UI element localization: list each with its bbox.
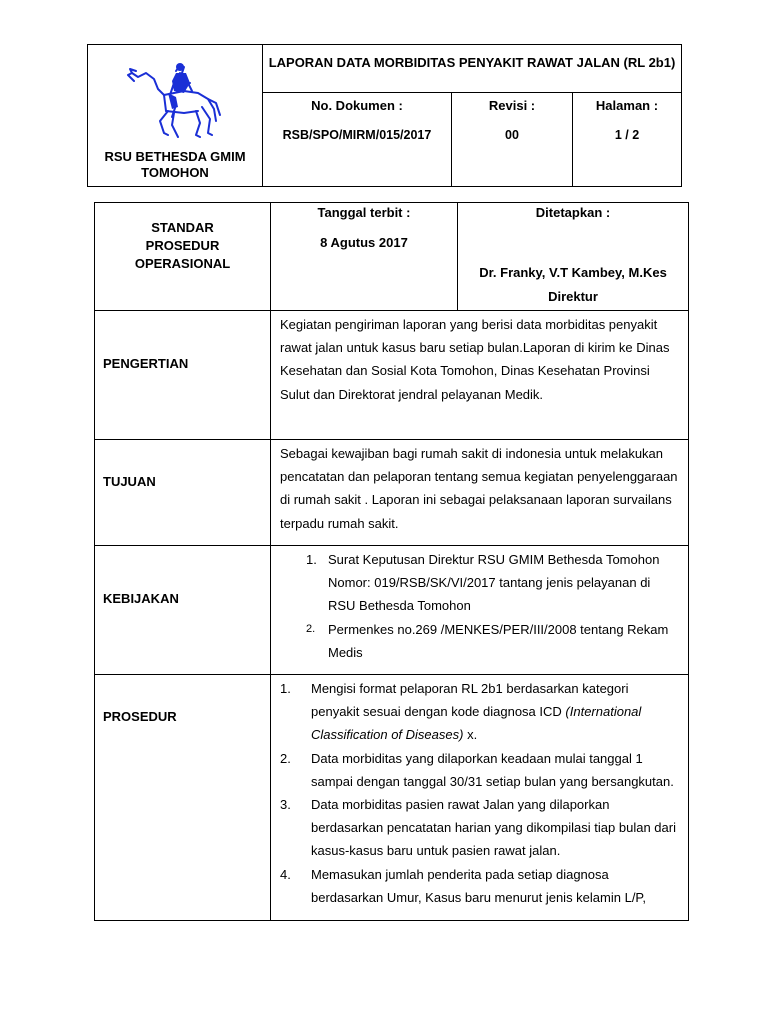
revision-label: Revisi : <box>488 98 536 113</box>
sop-label-cell <box>95 203 271 311</box>
doc-number-label: No. Dokumen : <box>311 98 403 113</box>
issue-date-cell <box>271 203 458 310</box>
list-number: 1. <box>306 552 317 567</box>
prosedur-list <box>280 677 680 909</box>
page-value: 1 / 2 <box>614 128 640 142</box>
document-title: LAPORAN DATA MORBIDITAS PENYAKIT RAWAT JALAN (RL 2b1) <box>263 45 682 93</box>
prosedur-label: PROSEDUR <box>103 709 177 724</box>
pengertian-text: Kegiatan pengiriman laporan yang berisi data morbiditas penyakit rawat jalan untuk kasus baru setiap bulan.Laporan di kirim ke Dinas Kesehatan dan Sosial Kota Tomohon, Dinas Kesehatan Provinsi Sulut dan Direktorat jendral pelayanan Medik. <box>271 311 689 440</box>
sop-label-line2: PROSEDUR <box>145 238 220 253</box>
logo-cell <box>88 45 263 187</box>
list-item <box>280 548 680 618</box>
tujuan-text: Sebagai kewajiban bagi rumah sakit di indonesia untuk melakukan pencatatan dan pelaporan tentang semua kegiatan penyelenggaraan di rumah sakit . Laporan ini sebagai pelaksanaan laporan survailans terpadu rumah sakit. <box>271 440 689 546</box>
issue-date-label: Tanggal terbit : <box>317 205 411 220</box>
list-text: Memasukan jumlah penderita pada setiap diagnosa berdasarkan Umur, Kasus baru menurut jenis kelamin L/P, <box>311 866 647 905</box>
kebijakan-list <box>280 548 680 664</box>
sop-table <box>94 202 689 921</box>
kebijakan-label: KEBIJAKAN <box>103 591 179 606</box>
sop-info-cell <box>271 203 689 311</box>
prosedur-content <box>271 675 689 921</box>
page-label: Halaman : <box>595 98 659 113</box>
approval-label: Ditetapkan : <box>535 205 611 220</box>
sop-label-line3: OPERASIONAL <box>134 256 231 271</box>
sop-label-line1: STANDAR <box>151 220 214 235</box>
hospital-name-line2: TOMOHON <box>141 165 209 180</box>
list-text: Mengisi format pelaporan RL 2b1 berdasarkan kategori penyakit sesuai dengan kode diagnosa ICD <box>311 681 629 720</box>
list-item <box>280 618 680 664</box>
revision-value: 00 <box>505 128 519 142</box>
list-item <box>280 677 680 747</box>
list-number: 2. <box>280 750 291 766</box>
tujuan-label: TUJUAN <box>103 474 156 489</box>
list-text-italic: (International Classification of Diseases) <box>311 704 642 743</box>
approval-title: Direktur <box>548 289 598 304</box>
list-text-suffix: x. <box>463 727 478 743</box>
list-text: Permenkes no.269 /MENKES/PER/III/2008 tentang Rekam Medis <box>328 621 669 660</box>
pengertian-label: PENGERTIAN <box>103 356 189 371</box>
list-text: Data morbiditas pasien rawat Jalan yang dilaporkan berdasarkan pencatatan harian yang dikompilasi tiap bulan dari kasus-kasus baru untuk pasien rawat jalan. <box>311 797 676 859</box>
tujuan-label-cell <box>95 440 271 546</box>
approval-name: Dr. Franky, V.T Kambey, M.Kes <box>479 265 667 280</box>
list-item <box>280 793 680 863</box>
list-text: Data morbiditas yang dilaporkan keadaan mulai tanggal 1 sampai dengan tanggal 30/31 setiap bulan yang bersangkutan. <box>311 750 674 789</box>
document-header <box>87 44 682 187</box>
horse-rider-logo-icon <box>124 61 224 141</box>
approval-cell <box>458 203 689 310</box>
list-item <box>280 747 680 793</box>
list-number: 4. <box>280 866 291 882</box>
list-number: 1. <box>280 681 291 696</box>
kebijakan-label-cell <box>95 546 271 675</box>
doc-number-value: RSB/SPO/MIRM/015/2017 <box>282 128 432 142</box>
pengertian-label-cell <box>95 311 271 440</box>
prosedur-label-cell <box>95 675 271 921</box>
doc-number-cell <box>263 93 452 187</box>
list-item <box>280 863 680 909</box>
list-number: 2. <box>306 622 316 635</box>
kebijakan-content <box>271 546 689 675</box>
page-cell <box>573 93 682 187</box>
hospital-name-line1: RSU BETHESDA GMIM <box>104 149 246 164</box>
list-number: 3. <box>280 797 291 813</box>
issue-date-value: 8 Agutus 2017 <box>320 235 408 250</box>
revision-cell <box>452 93 573 187</box>
list-text: Surat Keputusan Direktur RSU GMIM Bethesda Tomohon Nomor: 019/RSB/SK/VI/2017 tantang jenis pelayanan di RSU Bethesda Tomohon <box>328 552 660 614</box>
